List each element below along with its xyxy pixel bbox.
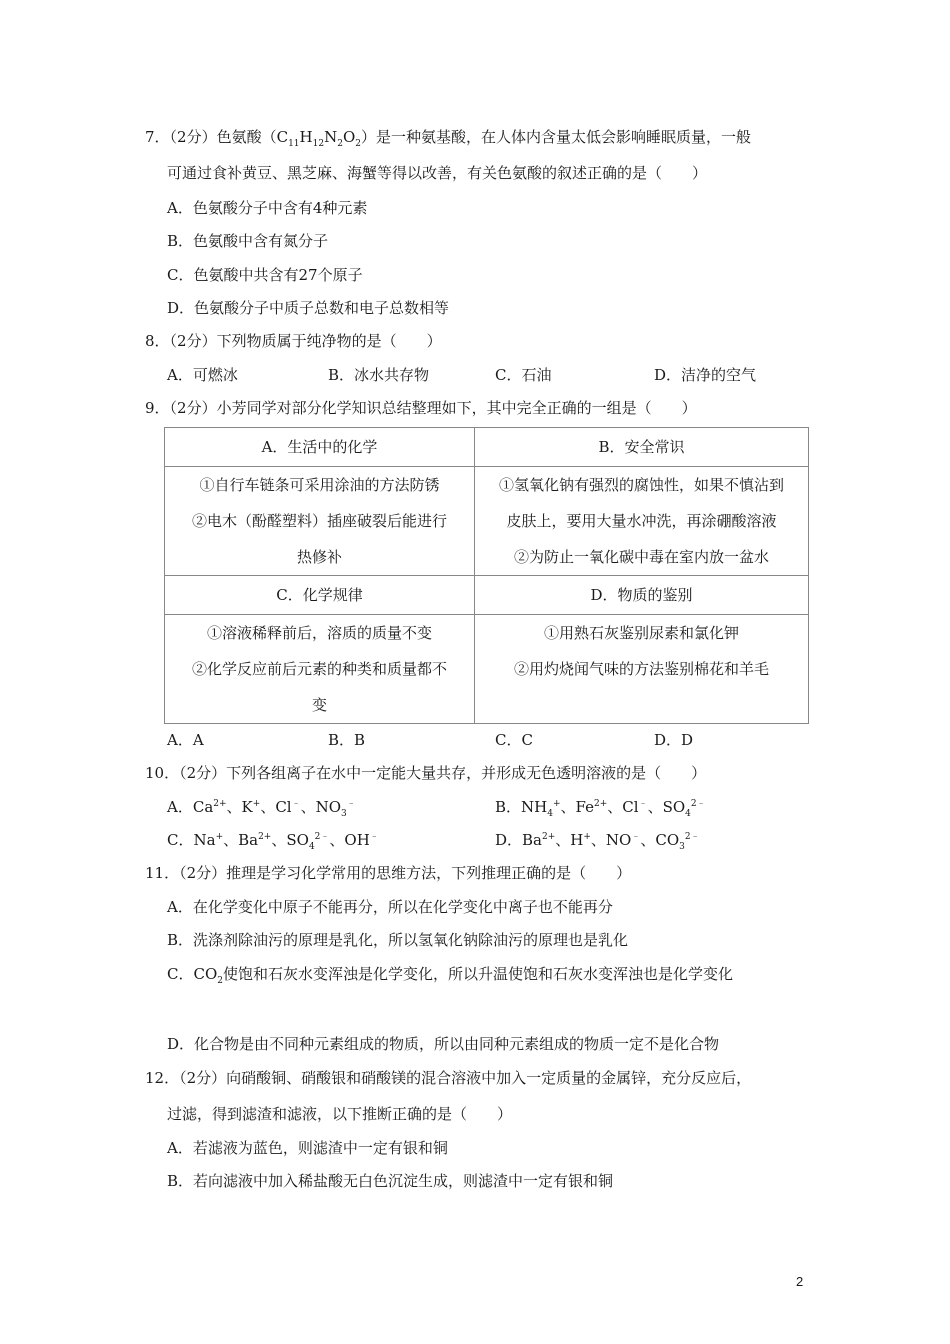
q9-c-line3: 变: [311, 696, 327, 714]
q7-stem-line2: 可通过食补黄豆、黑芝麻、海蟹等得以改善，有关色氨酸的叙述正确的是（ ）: [167, 164, 708, 182]
q8-option-c: C．石油: [495, 366, 552, 384]
q9-c-line1: ①溶液稀释前后，溶质的质量不变: [206, 624, 432, 642]
q12-option-b: B．若向滤液中加入稀盐酸无白色沉淀生成，则滤渣中一定有银和铜: [167, 1172, 614, 1190]
q12-option-a: A．若滤液为蓝色，则滤渣中一定有银和铜: [167, 1139, 448, 1157]
q11-option-c: C．$CO_2$使饱和石灰水变浑浊是化学变化，所以升温使饱和石灰水变浑浊也是化学变化: [167, 965, 734, 986]
q10-option-b: B．$NH_4^+$、$Fe^{2+}$、Cl﹣、$SO_4^{2﹣}$: [495, 798, 706, 819]
page-number: 2: [796, 1274, 804, 1289]
q7-stem-line1: 7．（2分）色氨酸$(C_{11}H_{12}N_2O_2)$是一种氨基酸，在人体内含量太低会影响睡眠质量，一般: [145, 128, 751, 149]
q9-cell-c-title: C．化学规律: [165, 576, 475, 615]
q9-option-d: D．D: [654, 731, 694, 749]
q10-option-a: A．$Ca^{2+}$、K+、Cl﹣、$NO_3^﹣$: [167, 798, 356, 819]
q7-option-a: A．色氨酸分子中含有4种元素: [167, 199, 368, 217]
q11-option-b: B．洗涤剂除油污的原理是乳化，所以氢氧化钠除油污的原理也是乳化: [167, 931, 629, 949]
q9-cell-b-title: B．安全常识: [475, 428, 809, 467]
q9-d-line2: ②用灼烧闻气味的方法鉴别棉花和羊毛: [513, 660, 769, 678]
q9-cell-a-title: A．生活中的化学: [165, 428, 475, 467]
q9-b-line1: ①氢氧化钠有强烈的腐蚀性，如果不慎沾到: [498, 476, 784, 494]
q9-a-line2: ②电木（酚醛塑料）插座破裂后能进行: [191, 512, 447, 530]
q7-option-b: B．色氨酸中含有氮分子: [167, 232, 329, 250]
q8-option-d: D．洁净的空气: [654, 366, 757, 384]
q9-stem: 9．（2分）小芳同学对部分化学知识总结整理如下，其中完全正确的一组是（ ）: [145, 399, 697, 417]
q9-cell-c-content: [165, 615, 475, 724]
q10-option-c: C．Na+、$Ba^{2+}$、$SO_4^{2﹣}$、OH﹣: [167, 831, 379, 852]
q9-b-line2: 皮肤上，要用大量水冲洗，再涂硼酸溶液: [506, 512, 777, 530]
q9-b-line3: ②为防止一氧化碳中毒在室内放一盆水: [513, 548, 769, 566]
q10-option-d: D．$Ba^{2+}$、H+、NO﹣、$CO_3^{2﹣}$: [495, 831, 700, 852]
q11-option-a: A．在化学变化中原子不能再分，所以在化学变化中离子也不能再分: [167, 898, 613, 916]
q10-stem: 10．（2分）下列各组离子在水中一定能大量共存，并形成无色透明溶液的是（ ）: [145, 764, 707, 782]
q12-stem-line1: 12．（2分）向硝酸铜、硝酸银和硝酸镁的混合溶液中加入一定质量的金属锌，充分反应后，: [145, 1069, 752, 1087]
q12-stem-line2: 过滤，得到滤渣和滤液，以下推断正确的是（ ）: [167, 1105, 513, 1123]
q9-c-line2: ②化学反应前后元素的种类和质量都不: [191, 660, 447, 678]
q8-option-a: A．可燃冰: [167, 366, 238, 384]
q9-d-line1: ①用熟石灰鉴别尿素和氯化钾: [543, 624, 739, 642]
q7-option-d: D．色氨酸分子中质子总数和电子总数相等: [167, 299, 450, 317]
q8-stem: 8．（2分）下列物质属于纯净物的是（ ）: [145, 332, 442, 350]
q9-option-c: C．C: [495, 731, 533, 749]
q9-cell-a-content: [165, 467, 475, 576]
q9-cell-d-title: D．物质的鉴别: [475, 576, 809, 615]
q9-a-line3: 热修补: [296, 548, 342, 566]
q9-table: [164, 427, 809, 724]
q9-cell-d-content: [475, 615, 809, 724]
q11-option-d: D．化合物是由不同种元素组成的物质，所以由同种元素组成的物质一定不是化合物: [167, 1035, 720, 1053]
q9-option-a: A．A: [167, 731, 204, 749]
q11-stem: 11．（2分）推理是学习化学常用的思维方法，下列推理正确的是（ ）: [145, 864, 632, 882]
q9-option-b: B．B: [328, 731, 366, 749]
q8-option-b: B．冰水共存物: [328, 366, 430, 384]
q7-option-c: C．色氨酸中共含有27个原子: [167, 266, 363, 284]
q9-a-line1: ①自行车链条可采用涂油的方法防锈: [199, 476, 440, 494]
q9-cell-b-content: [475, 467, 809, 576]
